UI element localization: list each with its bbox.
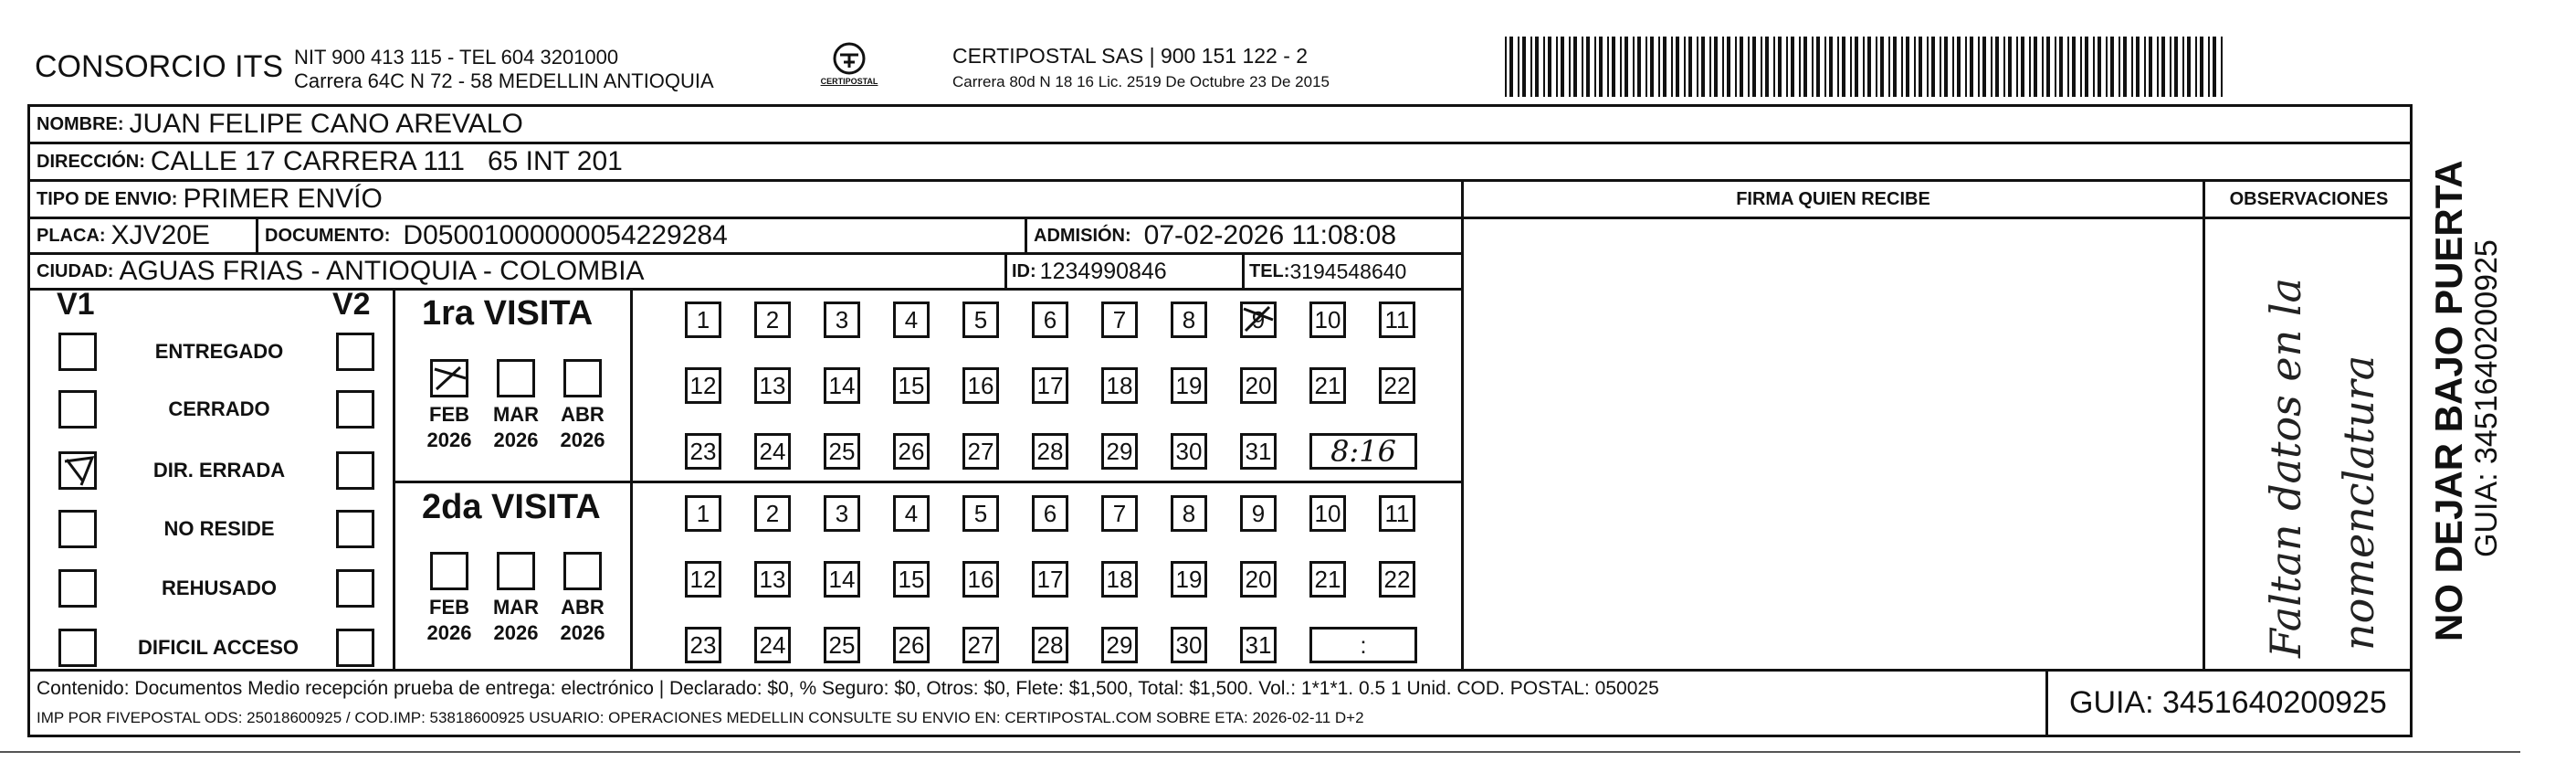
barcode-bar xyxy=(1957,37,1961,97)
barcode-bar xyxy=(1650,37,1654,97)
tel-cell xyxy=(1249,253,1406,290)
barcode-bar xyxy=(1722,37,1724,97)
logo-caption: CERTIPOSTAL xyxy=(820,77,878,86)
barcode-bar xyxy=(2208,37,2210,97)
tel-label: TEL: xyxy=(1249,260,1290,281)
day-box[interactable]: 10 xyxy=(1309,302,1346,338)
barcode-bar xyxy=(2187,37,2191,97)
day-box[interactable]: 28 xyxy=(1032,433,1068,470)
month-name: ABR xyxy=(561,596,605,619)
barcode-bar xyxy=(1556,37,1558,97)
barcode-bar xyxy=(1799,37,1801,97)
barcode-bar xyxy=(1880,37,1884,97)
barcode-bar xyxy=(1927,37,1929,97)
firma-header xyxy=(1464,181,2203,217)
status-v1-checkbox[interactable] xyxy=(58,451,97,490)
barcode-bar xyxy=(2170,37,2171,97)
time-box[interactable]: : xyxy=(1309,627,1417,663)
barcode-bar xyxy=(2182,37,2184,97)
nombre-row xyxy=(37,106,523,143)
barcode-bar xyxy=(1735,37,1737,97)
observaciones-label: OBSERVACIONES xyxy=(2229,188,2389,209)
observation-handwriting-line1: Faltan datos en la xyxy=(2261,278,2310,658)
month-year: 2026 xyxy=(560,429,605,451)
barcode-bar xyxy=(1740,37,1743,97)
barcode-bar xyxy=(1633,37,1635,97)
day-box[interactable]: 26 xyxy=(893,627,930,663)
barcode-bar xyxy=(1850,37,1852,97)
side-guia: GUIA: 3451640200925 xyxy=(2469,239,2504,557)
barcode-bar xyxy=(1829,37,1833,97)
side-warning: NO DEJAR BAJO PUERTA xyxy=(2427,160,2470,641)
ciudad-value: AGUAS FRIAS - ANTIOQUIA - COLOMBIA xyxy=(119,256,645,286)
day-box[interactable]: 11 xyxy=(1379,302,1415,338)
certipostal-address: Carrera 80d N 18 16 Lic. 2519 De Octubre 23 De 2015 xyxy=(952,73,1330,90)
v2-label: V2 xyxy=(332,287,371,322)
documento-value: D05001000000054229284 xyxy=(403,220,728,250)
day-box[interactable]: 11 xyxy=(1379,495,1415,532)
day-box[interactable]: 29 xyxy=(1101,627,1138,663)
barcode-bar xyxy=(2021,37,2024,97)
barcode-bar xyxy=(1824,37,1826,97)
month-year: 2026 xyxy=(493,621,539,644)
nombre-label: NOMBRE: xyxy=(37,113,124,134)
day-box[interactable]: 1 xyxy=(685,495,721,532)
day-box[interactable]: 16 xyxy=(962,561,999,598)
barcode-bar xyxy=(2110,37,2114,97)
barcode-bar xyxy=(1645,37,1647,97)
day-box[interactable]: 20 xyxy=(1240,367,1277,404)
footer-guia: GUIA: 3451640200925 xyxy=(2069,685,2387,720)
barcode-bar xyxy=(1697,37,1698,97)
barcode-bar xyxy=(2098,37,2101,97)
barcode-bar xyxy=(2123,37,2127,97)
month-name: MAR xyxy=(492,403,540,426)
barcode-bar xyxy=(1791,37,1794,97)
barcode-bar xyxy=(1658,37,1660,97)
status-option-label: REHUSADO xyxy=(162,577,277,599)
company-nit: NIT 900 413 115 - TEL 604 3201000 xyxy=(294,46,619,69)
barcode-bar xyxy=(1863,37,1865,97)
barcode-bar xyxy=(2034,37,2037,97)
status-v2-checkbox[interactable] xyxy=(336,510,374,548)
day-box[interactable]: 30 xyxy=(1171,627,1207,663)
id-value: 1234990846 xyxy=(1039,258,1167,284)
barcode-bar xyxy=(1688,37,1692,97)
day-box[interactable]: 18 xyxy=(1101,561,1138,598)
day-box[interactable]: 28 xyxy=(1032,627,1068,663)
barcode-bar xyxy=(2149,37,2152,97)
barcode-bar xyxy=(1765,37,1769,97)
barcode-bar xyxy=(1940,37,1941,97)
day-box[interactable]: 15 xyxy=(893,561,930,598)
barcode-bar xyxy=(1816,37,1820,97)
barcode-bar xyxy=(1914,37,1916,97)
day-box[interactable]: 2 xyxy=(754,302,791,338)
barcode-bar xyxy=(2029,37,2031,97)
day-box[interactable]: 27 xyxy=(962,433,999,470)
barcode-bar xyxy=(1727,37,1730,97)
barcode-bar xyxy=(2157,37,2159,97)
admision-value: 07-02-2026 11:08:08 xyxy=(1143,220,1397,250)
day-box[interactable]: 10 xyxy=(1309,495,1346,532)
status-v2-checkbox[interactable] xyxy=(336,451,374,490)
day-box[interactable]: 12 xyxy=(685,561,721,598)
visit1-title: 1ra VISITA xyxy=(422,294,594,333)
barcode-bar xyxy=(1612,37,1615,97)
status-v1-checkbox[interactable] xyxy=(58,333,97,371)
barcode-bar xyxy=(2213,37,2216,97)
day-box[interactable]: 4 xyxy=(893,302,930,338)
day-box[interactable]: 29 xyxy=(1101,433,1138,470)
barcode-icon xyxy=(1505,37,2226,97)
status-option-label: CERRADO xyxy=(168,397,270,420)
barcode-bar xyxy=(1812,37,1814,97)
barcode-bar xyxy=(1952,37,1954,97)
barcode-bar xyxy=(2003,37,2005,97)
day-box[interactable]: 16 xyxy=(962,367,999,404)
barcode-bar xyxy=(2055,37,2056,97)
barcode-bar xyxy=(1855,37,1858,97)
id-cell xyxy=(1012,253,1167,290)
barcode-bar xyxy=(1752,37,1756,97)
barcode-bar xyxy=(1803,37,1807,97)
day-box[interactable]: 19 xyxy=(1171,367,1207,404)
page-bottom-line xyxy=(0,751,2520,753)
observation-handwriting-line2: nomenclatura xyxy=(2334,355,2383,651)
barcode-bar xyxy=(1944,37,1948,97)
direccion-value: CALLE 17 CARRERA 111 65 INT 201 xyxy=(150,146,623,176)
status-v1-checkbox[interactable] xyxy=(58,569,97,608)
barcode-bar xyxy=(1965,37,1967,97)
barcode-bar xyxy=(1709,37,1711,97)
day-box[interactable]: 9 xyxy=(1240,302,1277,338)
tipo-envio-row xyxy=(37,181,383,217)
day-box[interactable]: 20 xyxy=(1240,561,1277,598)
barcode-bar xyxy=(1548,37,1551,97)
barcode-bar xyxy=(1786,37,1788,97)
barcode-bar xyxy=(1837,37,1839,97)
placa-cell xyxy=(37,217,210,254)
certipostal-logo-icon xyxy=(813,40,886,95)
barcode-bar xyxy=(2144,37,2146,97)
day-box[interactable]: 22 xyxy=(1379,561,1415,598)
check-mark-icon xyxy=(433,362,469,398)
barcode-bar xyxy=(1970,37,1973,97)
barcode-bar xyxy=(1773,37,1775,97)
status-v2-checkbox[interactable] xyxy=(336,333,374,371)
barcode-bar xyxy=(1978,37,1980,97)
day-box[interactable]: 26 xyxy=(893,433,930,470)
company-name: CONSORCIO ITS xyxy=(35,49,284,84)
day-box[interactable]: 12 xyxy=(685,367,721,404)
status-option-label: DIR. ERRADA xyxy=(152,459,286,482)
placa-label: PLACA: xyxy=(37,225,106,246)
day-box[interactable]: 14 xyxy=(824,561,860,598)
barcode-bar xyxy=(1701,37,1705,97)
day-box[interactable]: 6 xyxy=(1032,302,1068,338)
day-box[interactable]: 30 xyxy=(1171,433,1207,470)
day-box[interactable]: 7 xyxy=(1101,302,1138,338)
barcode-bar xyxy=(1582,37,1583,97)
ciudad-label: CIUDAD: xyxy=(37,260,114,281)
admision-label: ADMISIÓN: xyxy=(1034,225,1131,246)
company-address: Carrera 64C N 72 - 58 MEDELLIN ANTIOQUIA xyxy=(294,69,714,92)
id-label: ID: xyxy=(1012,260,1036,281)
footer-line2: IMP POR FIVEPOSTAL ODS: 25018600925 / COD.IMP: 53818600925 USUARIO: OPERACIONES MEDELLIN CONSULTE SU ENVIO EN: CERTIPOSTAL.COM SOBRE ETA: 2026-02-11 D+2 xyxy=(37,709,1364,726)
barcode-bar xyxy=(1561,37,1564,97)
barcode-bar xyxy=(1931,37,1935,97)
documento-label: DOCUMENTO: xyxy=(265,225,391,246)
barcode-bar xyxy=(2067,37,2069,97)
tipo-envio-label: TIPO DE ENVIO: xyxy=(37,188,178,209)
day-box[interactable]: 17 xyxy=(1032,367,1068,404)
barcode-bar xyxy=(2059,37,2063,97)
day-box[interactable]: 24 xyxy=(754,627,791,663)
day-box[interactable]: 27 xyxy=(962,627,999,663)
time-box[interactable]: 8:16 xyxy=(1309,433,1417,470)
day-box[interactable]: 1 xyxy=(685,302,721,338)
barcode-bar xyxy=(2080,37,2082,97)
day-box[interactable]: 5 xyxy=(962,495,999,532)
barcode-bar xyxy=(2195,37,2197,97)
observaciones-header xyxy=(2205,181,2413,217)
day-box[interactable]: 21 xyxy=(1309,367,1346,404)
status-option-label: DIFICIL ACCESO xyxy=(137,636,299,659)
status-v1-checkbox[interactable] xyxy=(58,510,97,548)
barcode-bar xyxy=(2131,37,2133,97)
status-v2-checkbox[interactable] xyxy=(336,390,374,429)
day-box[interactable]: 13 xyxy=(754,367,791,404)
visit2-title: 2da VISITA xyxy=(422,488,601,526)
barcode-bar xyxy=(2119,37,2120,97)
barcode-bar xyxy=(2042,37,2044,97)
placa-value: XJV20E xyxy=(110,220,210,250)
barcode-bar xyxy=(1594,37,1596,97)
day-box[interactable]: 2 xyxy=(754,495,791,532)
month-name: FEB xyxy=(429,403,469,426)
barcode-bar xyxy=(1569,37,1571,97)
day-mark-icon xyxy=(1238,300,1278,344)
ciudad-cell xyxy=(37,253,645,290)
admision-cell xyxy=(1034,217,1396,254)
barcode-bar xyxy=(2174,37,2178,97)
month-year: 2026 xyxy=(560,621,605,644)
barcode-bar xyxy=(1599,37,1603,97)
barcode-bar xyxy=(1982,37,1986,97)
month-year: 2026 xyxy=(426,621,472,644)
day-box[interactable]: 23 xyxy=(685,433,721,470)
barcode-bar xyxy=(1671,37,1673,97)
day-box[interactable]: 8 xyxy=(1171,495,1207,532)
certipostal-title: CERTIPOSTAL SAS | 900 151 122 - 2 xyxy=(952,44,1309,68)
barcode-bar xyxy=(2093,37,2095,97)
day-box[interactable]: 31 xyxy=(1240,627,1277,663)
month-checkbox[interactable] xyxy=(497,359,535,397)
barcode-bar xyxy=(1888,37,1890,97)
month-name: FEB xyxy=(429,596,469,619)
day-box[interactable]: 22 xyxy=(1379,367,1415,404)
month-checkbox[interactable] xyxy=(563,552,602,590)
barcode-bar xyxy=(1919,37,1922,97)
day-box[interactable]: 19 xyxy=(1171,561,1207,598)
tipo-envio-value: PRIMER ENVÍO xyxy=(183,184,383,214)
day-box[interactable]: 8 xyxy=(1171,302,1207,338)
month-year: 2026 xyxy=(426,429,472,451)
status-option-label: NO RESIDE xyxy=(163,517,275,540)
barcode-bar xyxy=(1573,37,1577,97)
day-box[interactable]: 4 xyxy=(893,495,930,532)
check-mark-icon xyxy=(61,454,98,491)
barcode-bar xyxy=(1893,37,1897,97)
barcode-bar xyxy=(2136,37,2140,97)
barcode-bar xyxy=(1867,37,1871,97)
barcode-bar xyxy=(1620,37,1622,97)
status-option-label: ENTREGADO xyxy=(154,340,284,363)
day-box[interactable]: 23 xyxy=(685,627,721,663)
footer-line1: Contenido: Documentos Medio recepción prueba de entrega: electrónico | Declarado: $0, % Seguro: $0, Otros: $0, Flete: $1,500, Total: $1,500. Vol.: 1*1*1. 0.5 1 Unid. COD. POSTAL: 050025 xyxy=(37,678,1659,699)
day-box[interactable]: 3 xyxy=(824,495,860,532)
barcode-bar xyxy=(2106,37,2108,97)
day-box[interactable]: 31 xyxy=(1240,433,1277,470)
barcode-bar xyxy=(1876,37,1877,97)
certipostal-logo xyxy=(813,40,886,95)
barcode-bar xyxy=(1748,37,1750,97)
barcode-bar xyxy=(1676,37,1679,97)
barcode-bar xyxy=(1518,37,1519,97)
barcode-bar xyxy=(1535,37,1539,97)
month-checkbox[interactable] xyxy=(497,552,535,590)
day-box[interactable]: 17 xyxy=(1032,561,1068,598)
day-box[interactable]: 5 xyxy=(962,302,999,338)
barcode-bar xyxy=(1522,37,1526,97)
barcode-bar xyxy=(1637,37,1641,97)
month-year: 2026 xyxy=(493,429,539,451)
barcode-bar xyxy=(1714,37,1718,97)
month-checkbox[interactable] xyxy=(563,359,602,397)
month-name: MAR xyxy=(492,596,540,619)
day-box[interactable]: 24 xyxy=(754,433,791,470)
barcode-bar xyxy=(1778,37,1782,97)
day-box[interactable]: 3 xyxy=(824,302,860,338)
barcode-bar xyxy=(1543,37,1545,97)
barcode-bar xyxy=(2046,37,2050,97)
barcode-bar xyxy=(2161,37,2165,97)
barcode-bar xyxy=(2072,37,2076,97)
status-v1-checkbox[interactable] xyxy=(58,629,97,667)
month-checkbox[interactable] xyxy=(430,552,468,590)
barcode-bar xyxy=(2008,37,2012,97)
month-checkbox[interactable] xyxy=(430,359,468,397)
day-box[interactable]: 9 xyxy=(1240,495,1277,532)
barcode-bar xyxy=(1842,37,1845,97)
barcode-bar xyxy=(2221,37,2223,97)
day-box[interactable]: 15 xyxy=(893,367,930,404)
nombre-value: JUAN FELIPE CANO AREVALO xyxy=(129,109,523,139)
status-v1-checkbox[interactable] xyxy=(58,390,97,429)
barcode-bar xyxy=(1509,37,1513,97)
day-box[interactable]: 21 xyxy=(1309,561,1346,598)
barcode-bar xyxy=(1761,37,1762,97)
barcode-bar xyxy=(1624,37,1628,97)
month-name: ABR xyxy=(561,403,605,426)
barcode-bar xyxy=(1530,37,1532,97)
barcode-bar xyxy=(1995,37,1999,97)
direccion-label: DIRECCIÓN: xyxy=(37,151,145,172)
barcode-bar xyxy=(1586,37,1590,97)
barcode-bar xyxy=(2085,37,2088,97)
barcode-bar xyxy=(2200,37,2203,97)
barcode-bar xyxy=(1901,37,1903,97)
barcode-bar xyxy=(1906,37,1909,97)
barcode-bar xyxy=(1991,37,1992,97)
barcode-bar xyxy=(1505,37,1507,97)
day-box[interactable]: 7 xyxy=(1101,495,1138,532)
day-box[interactable]: 25 xyxy=(824,433,860,470)
status-v2-checkbox[interactable] xyxy=(336,629,374,667)
day-box[interactable]: 13 xyxy=(754,561,791,598)
day-box[interactable]: 6 xyxy=(1032,495,1068,532)
direccion-row xyxy=(37,143,623,180)
firma-label: FIRMA QUIEN RECIBE xyxy=(1736,188,1930,209)
status-v2-checkbox[interactable] xyxy=(336,569,374,608)
barcode-bar xyxy=(1663,37,1667,97)
barcode xyxy=(1505,37,2226,97)
tel-value: 3194548640 xyxy=(1289,259,1407,283)
documento-cell xyxy=(265,217,728,254)
day-box[interactable]: 25 xyxy=(824,627,860,663)
barcode-bar xyxy=(1607,37,1609,97)
day-box[interactable]: 14 xyxy=(824,367,860,404)
v1-label: V1 xyxy=(57,287,95,322)
barcode-bar xyxy=(1684,37,1686,97)
barcode-bar xyxy=(2016,37,2018,97)
day-box[interactable]: 18 xyxy=(1101,367,1138,404)
